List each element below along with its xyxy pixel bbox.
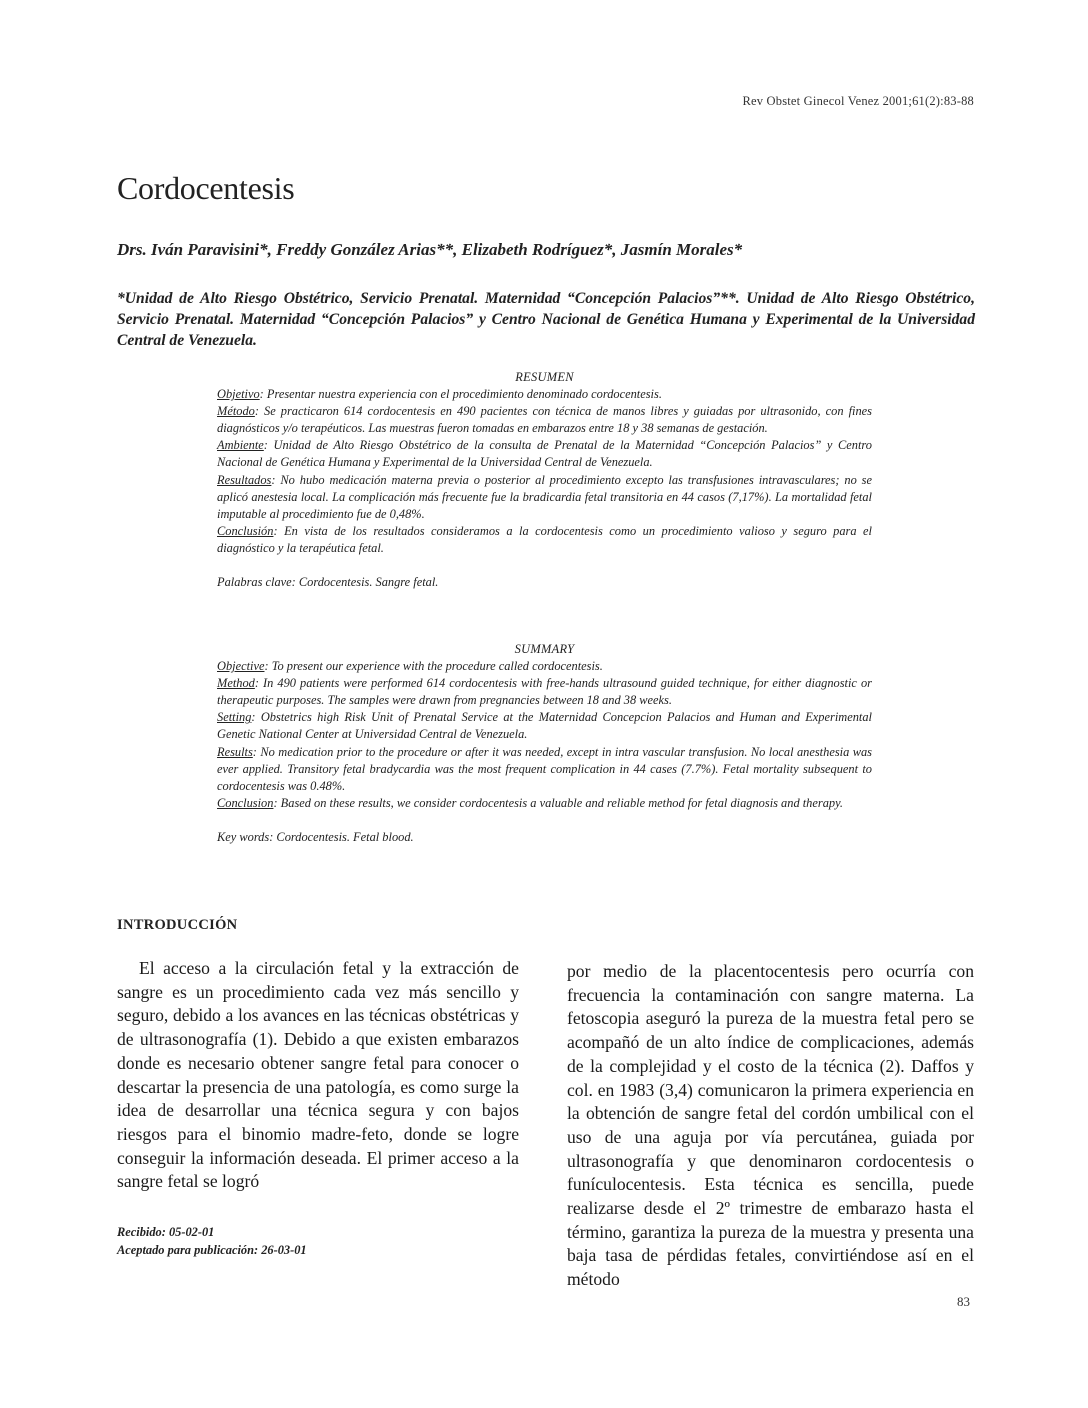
palabras-clave: Palabras clave: Cordocentesis. Sangre fetal. [217, 575, 439, 590]
submission-dates [117, 1223, 307, 1259]
setting-text: : Obstetrics high Risk Unit of Prenatal Service at the Maternidad Concepcion Palacios and Human and Experimental Genetic National Center at Universidad Central de Venezuela. [217, 710, 872, 742]
page-number: 83 [957, 1294, 970, 1309]
metodo-label: Método [217, 404, 255, 419]
ambiente-text: : Unidad de Alto Riesgo Obstétrico de la consulta de Prenatal de la Maternidad “Concepción Palacios” y Centro Nacional de Genética Humana y Experimental de la Universidad Central de Venezuela. [217, 438, 872, 470]
objetivo-text: : Presentar nuestra experiencia con el procedimiento denominado cordocentesis. [259, 387, 662, 402]
resultados-label: Resultados [217, 472, 272, 487]
method-label: Method [217, 676, 255, 691]
conclusion-label: Conclusión [217, 523, 274, 538]
resumen-objetivo [217, 386, 872, 403]
summary-method [217, 675, 872, 709]
author-list: Drs. Iván Paravisini*, Freddy González Arias**, Elizabeth Rodríguez*, Jasmín Morales* [117, 240, 743, 259]
metodo-text: : Se practicaron 614 cordocentesis en 490 pacientes con técnica de manos libres y guiadas por ultrasonido, con fines diagnósticos y/o terapéuticos. Las muestras fueron tomadas en embarazos entre 18 y 38 semanas de gestación. [217, 404, 872, 436]
intro-left-column: El acceso a la circulación fetal y la extracción de sangre es un procedimiento cada vez más sencillo y seguro, debido a los avances en las técnicas obstétricas y de ultrasonografía (1). Debido a que existen embarazos donde es necesario obtener sangre fetal para conocer o descartar la presencia de una patología, es como surge la idea de desarrollar una técnica segura y con bajos riesgos para el binomio madre-feto, donde se logre conseguir la información deseada. El primer acceso a la sangre fetal se logró [117, 958, 519, 1192]
conclusion-text: : En vista de los resultados consideramos a la cordocentesis como un procedimiento valioso y seguro para el diagnóstico y la terapéutica fetal. [217, 523, 872, 555]
resumen-conclusion [217, 523, 872, 557]
conclusion-text-en: : Based on these results, we consider cordocentesis a valuable and reliable method for fetal diagnosis and therapy. [273, 795, 843, 810]
ambiente-label: Ambiente [217, 438, 264, 453]
resumen-resultados [217, 472, 872, 523]
summary-setting [217, 709, 872, 743]
resumen-heading: RESUMEN [515, 370, 574, 384]
summary-conclusion [217, 795, 872, 812]
objective-label: Objective [217, 659, 265, 674]
resultados-text: : No hubo medicación materna previa o posterior al procedimiento excepto las transfusiones intravasculares; no se aplicó anestesia local. La complicación más frecuente fue la bradicardia fetal transitoria en 44 casos (7,17%). La mortalidad fetal imputable al procedimiento fue de 0,48%. [217, 472, 872, 521]
results-label: Results [217, 744, 253, 759]
intro-right-column: por medio de la placentocentesis pero ocurría con frecuencia la contaminación con sangre materna. La fetoscopia aseguró la pureza de la muestra fetal pero se acompañó de un alto índice de complicaciones, además de la complejidad y el costo de la técnica (2). Daffos y col. en 1983 (3,4) comunicaron la primera experiencia en la obtención de sangre fetal del cordón umbilical con el uso de una aguja por vía percutánea, guiada por ultrasonografía y que denominaron cordocentesis o funículocentesis. Esta técnica es sencilla, puede realizarse desde el 2º trimestre de embarazo hasta el término, garantiza la pureza de la muestra y presenta una baja tasa de pérdidas fetales, convirtiéndose así en el método [567, 961, 974, 1290]
resumen-block [217, 369, 872, 591]
summary-heading: SUMMARY [514, 642, 575, 656]
method-text: : In 490 patients were performed 614 cordocentesis with free-hands ultrasound guided technique, for either diagnostic or therapeutic purposes. The samples were drawn from pregnancies between 18 and 38 weeks. [217, 676, 872, 708]
summary-objective [217, 658, 872, 675]
article-title: Cordocentesis [117, 170, 295, 206]
key-words: Key words: Cordocentesis. Fetal blood. [217, 829, 414, 844]
journal-citation: Rev Obstet Ginecol Venez 2001;61(2):83-88 [742, 94, 974, 108]
objective-text: : To present our experience with the procedure called cordocentesis. [264, 659, 603, 674]
summary-block [217, 641, 872, 846]
results-text: : No medication prior to the procedure or after it was needed, except in intra vascular transfusion. No local anesthesia was ever applied. Transitory fetal bradycardia was the most frequent complication in 44 cases (7.7%). Fetal mortality subsequent to cordocentesis was 0.48%. [217, 744, 872, 793]
resumen-metodo [217, 403, 872, 437]
received-date: Recibido: 05-02-01 [117, 1225, 215, 1239]
intro-heading: INTRODUCCIÓN [117, 917, 238, 933]
setting-label: Setting [217, 710, 252, 725]
conclusion-label-en: Conclusion [217, 795, 274, 810]
summary-results [217, 744, 872, 795]
accepted-date: Aceptado para publicación: 26-03-01 [117, 1243, 307, 1257]
author-affiliation: *Unidad de Alto Riesgo Obstétrico, Servicio Prenatal. Maternidad “Concepción Palacios”**. Unidad de Alto Riesgo Obstétrico, Servicio Prenatal. Maternidad “Concepción Palacios” y Centro Nacional de Genética Humana y Experimental de la Universidad Central de Venezuela. [117, 290, 975, 349]
objetivo-label: Objetivo [217, 387, 260, 402]
resumen-ambiente [217, 437, 872, 471]
